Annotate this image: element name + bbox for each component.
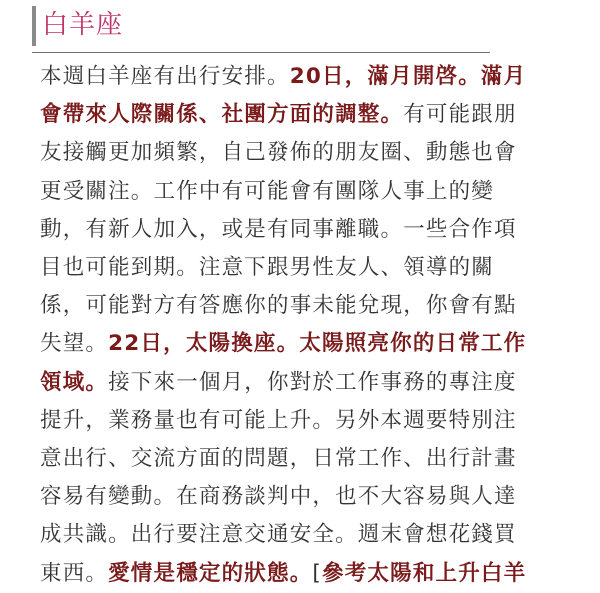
text-run: 友接觸更加頻繁，自己發佈的朋友圈、動態也會 (40, 140, 517, 166)
article-line (40, 478, 560, 516)
text-run: 接下來一個月，你對於工作事務的專注度 (108, 369, 517, 395)
text-run: 成共識。出行要注意交通安全。週末會想花錢買 (40, 522, 517, 548)
heading-accent-bar (32, 6, 36, 46)
text-run: 失望。 (40, 331, 109, 357)
text-run: 提升，業務量也有可能上升。另外本週要特別注 (40, 407, 517, 433)
section-title: 白羊座 (42, 10, 124, 40)
text-run: 有可能跟朋 (403, 102, 517, 128)
article-line (40, 440, 560, 478)
article-line (40, 402, 560, 440)
text-run: 容易有變動。在商務談判中，也不大容易與人達 (40, 484, 517, 510)
article-line (40, 364, 560, 402)
text-run: 更受關注。工作中有可能會有團隊人事上的變 (40, 178, 495, 204)
text-run: 意出行、交流方面的問題，日常工作、出行計畫 (40, 446, 517, 472)
article-line (40, 173, 560, 211)
article-line (40, 249, 560, 287)
highlight-run: 20日，滿月開啓。滿月 (289, 64, 527, 89)
article-line (40, 287, 560, 325)
text-run: 目也可能到期。注意下跟男性友人、領導的關 (40, 255, 495, 281)
article-line (40, 555, 560, 593)
text-run: 動，有新人加入，或是有同事離職。一些合作項 (40, 216, 517, 242)
reference-link[interactable]: 參考太陽和上升白羊 (322, 560, 527, 586)
article-line (40, 58, 560, 96)
section-heading (32, 4, 492, 48)
heading-divider (32, 52, 490, 53)
highlight-run: 領域。 (40, 369, 109, 395)
article-line (40, 516, 560, 554)
article-line (40, 325, 560, 363)
text-run: 本週白羊座有出行安排。 (40, 64, 290, 89)
text-run: 東西。 (40, 560, 109, 586)
article-line (40, 211, 560, 249)
article-line (40, 96, 560, 134)
horoscope-article (40, 58, 560, 593)
article-line (40, 134, 560, 172)
highlight-run: 22日，太陽換座。太陽照亮你的日常工作 (108, 331, 527, 357)
bracket-text: [ (312, 560, 323, 586)
highlight-run: 會帶來人際關係、社團方面的調整。 (40, 102, 404, 128)
text-run: 係，可能對方有答應你的事未能兌現，你會有點 (40, 293, 517, 319)
highlight-run: 愛情是穩定的狀態。 (108, 560, 313, 586)
